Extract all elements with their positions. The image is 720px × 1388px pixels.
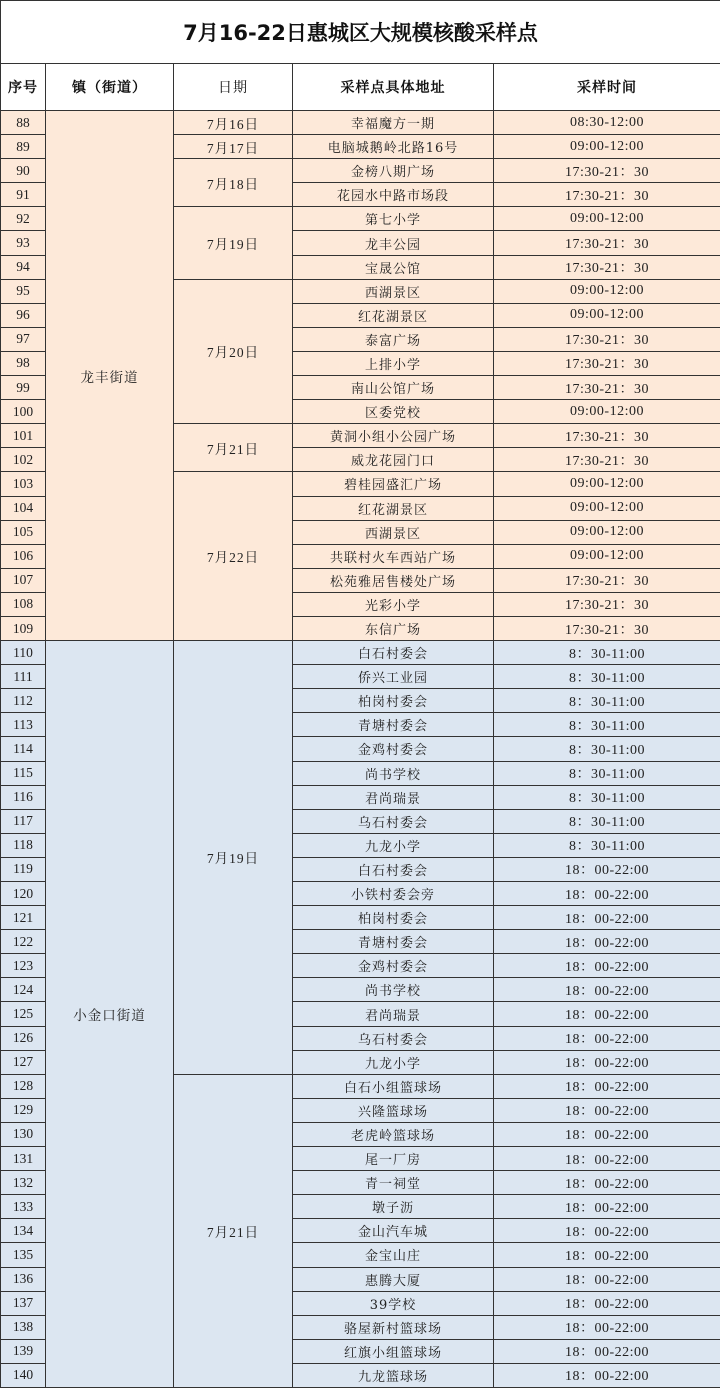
cell-address: 乌石村委会 [293,809,494,833]
cell-seq: 119 [1,857,46,881]
cell-address: 白石小组篮球场 [293,1074,494,1098]
cell-time: 09:00-12:00 [494,303,720,327]
cell-time: 18：00-22:00 [494,1339,720,1363]
cell-address: 龙丰公园 [293,231,494,255]
cell-seq: 138 [1,1315,46,1339]
cell-seq: 133 [1,1195,46,1219]
cell-seq: 102 [1,448,46,472]
cell-address: 碧桂园盛汇广场 [293,472,494,496]
cell-time: 09:00-12:00 [494,496,720,520]
cell-time: 18：00-22:00 [494,1195,720,1219]
cell-address: 第七小学 [293,207,494,231]
cell-address: 电脑城鹅岭北路16号 [293,135,494,159]
cell-address: 红旗小组篮球场 [293,1339,494,1363]
cell-date: 7月21日 [174,1074,293,1387]
cell-address: 金山汽车城 [293,1219,494,1243]
cell-address: 君尚瑞景 [293,1002,494,1026]
cell-time: 17:30-21：30 [494,159,720,183]
cell-time: 09:00-12:00 [494,472,720,496]
cell-time: 18：00-22:00 [494,1267,720,1291]
cell-time: 09:00-12:00 [494,400,720,424]
cell-time: 18：00-22:00 [494,1243,720,1267]
cell-address: 39学校 [293,1291,494,1315]
cell-seq: 110 [1,641,46,665]
cell-time: 18：00-22:00 [494,1147,720,1171]
cell-date: 7月19日 [174,207,293,279]
cell-time: 17:30-21：30 [494,616,720,640]
cell-address: 泰富广场 [293,327,494,351]
cell-address: 黄洞小组小公园广场 [293,424,494,448]
cell-address: 骆屋新村篮球场 [293,1315,494,1339]
cell-time: 17:30-21：30 [494,183,720,207]
cell-date: 7月22日 [174,472,293,641]
cell-time: 17:30-21：30 [494,231,720,255]
cell-seq: 99 [1,376,46,400]
cell-time: 17:30-21：30 [494,327,720,351]
cell-time: 8：30-11:00 [494,809,720,833]
cell-seq: 89 [1,135,46,159]
cell-time: 8：30-11:00 [494,641,720,665]
cell-time: 09:00-12:00 [494,544,720,568]
cell-address: 九龙小学 [293,1050,494,1074]
cell-town: 小金口街道 [46,641,174,1388]
cell-seq: 104 [1,496,46,520]
cell-seq: 120 [1,882,46,906]
cell-address: 小铁村委会旁 [293,882,494,906]
cell-seq: 109 [1,616,46,640]
cell-seq: 116 [1,785,46,809]
cell-time: 18：00-22:00 [494,1122,720,1146]
cell-seq: 114 [1,737,46,761]
cell-address: 东信广场 [293,616,494,640]
cell-address: 松苑雅居售楼处广场 [293,568,494,592]
cell-address: 白石村委会 [293,641,494,665]
cell-time: 17:30-21：30 [494,568,720,592]
cell-date: 7月17日 [174,135,293,159]
cell-time: 8：30-11:00 [494,737,720,761]
cell-address: 青一祠堂 [293,1171,494,1195]
cell-address: 君尚瑞景 [293,785,494,809]
cell-seq: 128 [1,1074,46,1098]
cell-seq: 135 [1,1243,46,1267]
cell-time: 17:30-21：30 [494,351,720,375]
cell-address: 乌石村委会 [293,1026,494,1050]
cell-address: 幸福魔方一期 [293,111,494,135]
cell-seq: 91 [1,183,46,207]
cell-address: 侨兴工业园 [293,665,494,689]
cell-time: 8：30-11:00 [494,689,720,713]
cell-address: 金鸡村委会 [293,954,494,978]
cell-seq: 107 [1,568,46,592]
cell-time: 09:00-12:00 [494,279,720,303]
cell-seq: 97 [1,327,46,351]
cell-seq: 129 [1,1098,46,1122]
cell-time: 8：30-11:00 [494,833,720,857]
cell-address: 西湖景区 [293,279,494,303]
cell-seq: 98 [1,351,46,375]
cell-seq: 122 [1,930,46,954]
cell-address: 九龙小学 [293,833,494,857]
cell-time: 17:30-21：30 [494,448,720,472]
cell-seq: 93 [1,231,46,255]
cell-date: 7月18日 [174,159,293,207]
cell-address: 花园水中路市场段 [293,183,494,207]
cell-seq: 124 [1,978,46,1002]
cell-time: 18：00-22:00 [494,857,720,881]
cell-time: 8：30-11:00 [494,713,720,737]
cell-address: 南山公馆广场 [293,376,494,400]
cell-seq: 134 [1,1219,46,1243]
cell-date: 7月19日 [174,641,293,1075]
cell-seq: 118 [1,833,46,857]
cell-seq: 106 [1,544,46,568]
cell-date: 7月21日 [174,424,293,472]
cell-address: 青塘村委会 [293,713,494,737]
header-address: 采样点具体地址 [293,64,494,111]
cell-address: 老虎岭篮球场 [293,1122,494,1146]
cell-time: 18：00-22:00 [494,978,720,1002]
cell-seq: 94 [1,255,46,279]
cell-address: 尚书学校 [293,761,494,785]
cell-time: 18：00-22:00 [494,1002,720,1026]
cell-seq: 131 [1,1147,46,1171]
cell-address: 宝晟公馆 [293,255,494,279]
cell-time: 18：00-22:00 [494,1098,720,1122]
cell-date: 7月16日 [174,111,293,135]
cell-seq: 136 [1,1267,46,1291]
cell-time: 17:30-21：30 [494,376,720,400]
cell-address: 九龙篮球场 [293,1363,494,1387]
cell-seq: 139 [1,1339,46,1363]
cell-address: 金鸡村委会 [293,737,494,761]
cell-time: 18：00-22:00 [494,882,720,906]
cell-address: 金宝山庄 [293,1243,494,1267]
cell-address: 尚书学校 [293,978,494,1002]
cell-address: 白石村委会 [293,857,494,881]
cell-seq: 101 [1,424,46,448]
cell-time: 17:30-21：30 [494,424,720,448]
cell-seq: 103 [1,472,46,496]
cell-address: 光彩小学 [293,592,494,616]
cell-time: 09:00-12:00 [494,207,720,231]
header-date: 日期 [174,64,293,111]
cell-seq: 127 [1,1050,46,1074]
cell-time: 18：00-22:00 [494,1074,720,1098]
table-row [1,111,720,135]
cell-seq: 90 [1,159,46,183]
cell-time: 09:00-12:00 [494,135,720,159]
cell-address: 威龙花园门口 [293,448,494,472]
cell-seq: 105 [1,520,46,544]
cell-time: 8：30-11:00 [494,761,720,785]
table-row [1,641,720,665]
cell-seq: 115 [1,761,46,785]
page-title: 7月16-22日惠城区大规模核酸采样点 [1,1,720,64]
cell-date: 7月20日 [174,279,293,424]
cell-seq: 121 [1,906,46,930]
cell-address: 区委党校 [293,400,494,424]
header-town: 镇（街道） [46,64,174,111]
table-body [1,111,720,1388]
cell-address: 柏岗村委会 [293,906,494,930]
cell-time: 08:30-12:00 [494,111,720,135]
cell-seq: 117 [1,809,46,833]
cell-seq: 95 [1,279,46,303]
cell-time: 18：00-22:00 [494,1291,720,1315]
cell-seq: 100 [1,400,46,424]
cell-time: 18：00-22:00 [494,1219,720,1243]
cell-address: 金榜八期广场 [293,159,494,183]
cell-address: 兴隆篮球场 [293,1098,494,1122]
cell-seq: 123 [1,954,46,978]
cell-address: 共联村火车西站广场 [293,544,494,568]
cell-seq: 140 [1,1363,46,1387]
cell-seq: 113 [1,713,46,737]
cell-address: 红花湖景区 [293,496,494,520]
cell-seq: 132 [1,1171,46,1195]
cell-address: 柏岗村委会 [293,689,494,713]
cell-time: 18：00-22:00 [494,1171,720,1195]
cell-seq: 125 [1,1002,46,1026]
cell-town: 龙丰街道 [46,111,174,641]
cell-time: 18：00-22:00 [494,1050,720,1074]
header-seq: 序号 [1,64,46,111]
cell-time: 8：30-11:00 [494,665,720,689]
cell-address: 惠腾大厦 [293,1267,494,1291]
cell-address: 青塘村委会 [293,930,494,954]
cell-time: 17:30-21：30 [494,255,720,279]
cell-time: 18：00-22:00 [494,1363,720,1387]
header-time: 采样时间 [494,64,720,111]
cell-address: 上排小学 [293,351,494,375]
cell-time: 18：00-22:00 [494,954,720,978]
cell-address: 尾一厂房 [293,1147,494,1171]
cell-seq: 92 [1,207,46,231]
cell-time: 18：00-22:00 [494,1026,720,1050]
cell-time: 18：00-22:00 [494,1315,720,1339]
cell-address: 墩子沥 [293,1195,494,1219]
cell-time: 18：00-22:00 [494,906,720,930]
cell-seq: 111 [1,665,46,689]
cell-address: 红花湖景区 [293,303,494,327]
cell-seq: 108 [1,592,46,616]
cell-address: 西湖景区 [293,520,494,544]
cell-seq: 130 [1,1122,46,1146]
cell-time: 8：30-11:00 [494,785,720,809]
cell-time: 09:00-12:00 [494,520,720,544]
cell-seq: 137 [1,1291,46,1315]
cell-seq: 126 [1,1026,46,1050]
cell-seq: 112 [1,689,46,713]
cell-time: 18：00-22:00 [494,930,720,954]
cell-time: 17:30-21：30 [494,592,720,616]
cell-seq: 96 [1,303,46,327]
cell-seq: 88 [1,111,46,135]
